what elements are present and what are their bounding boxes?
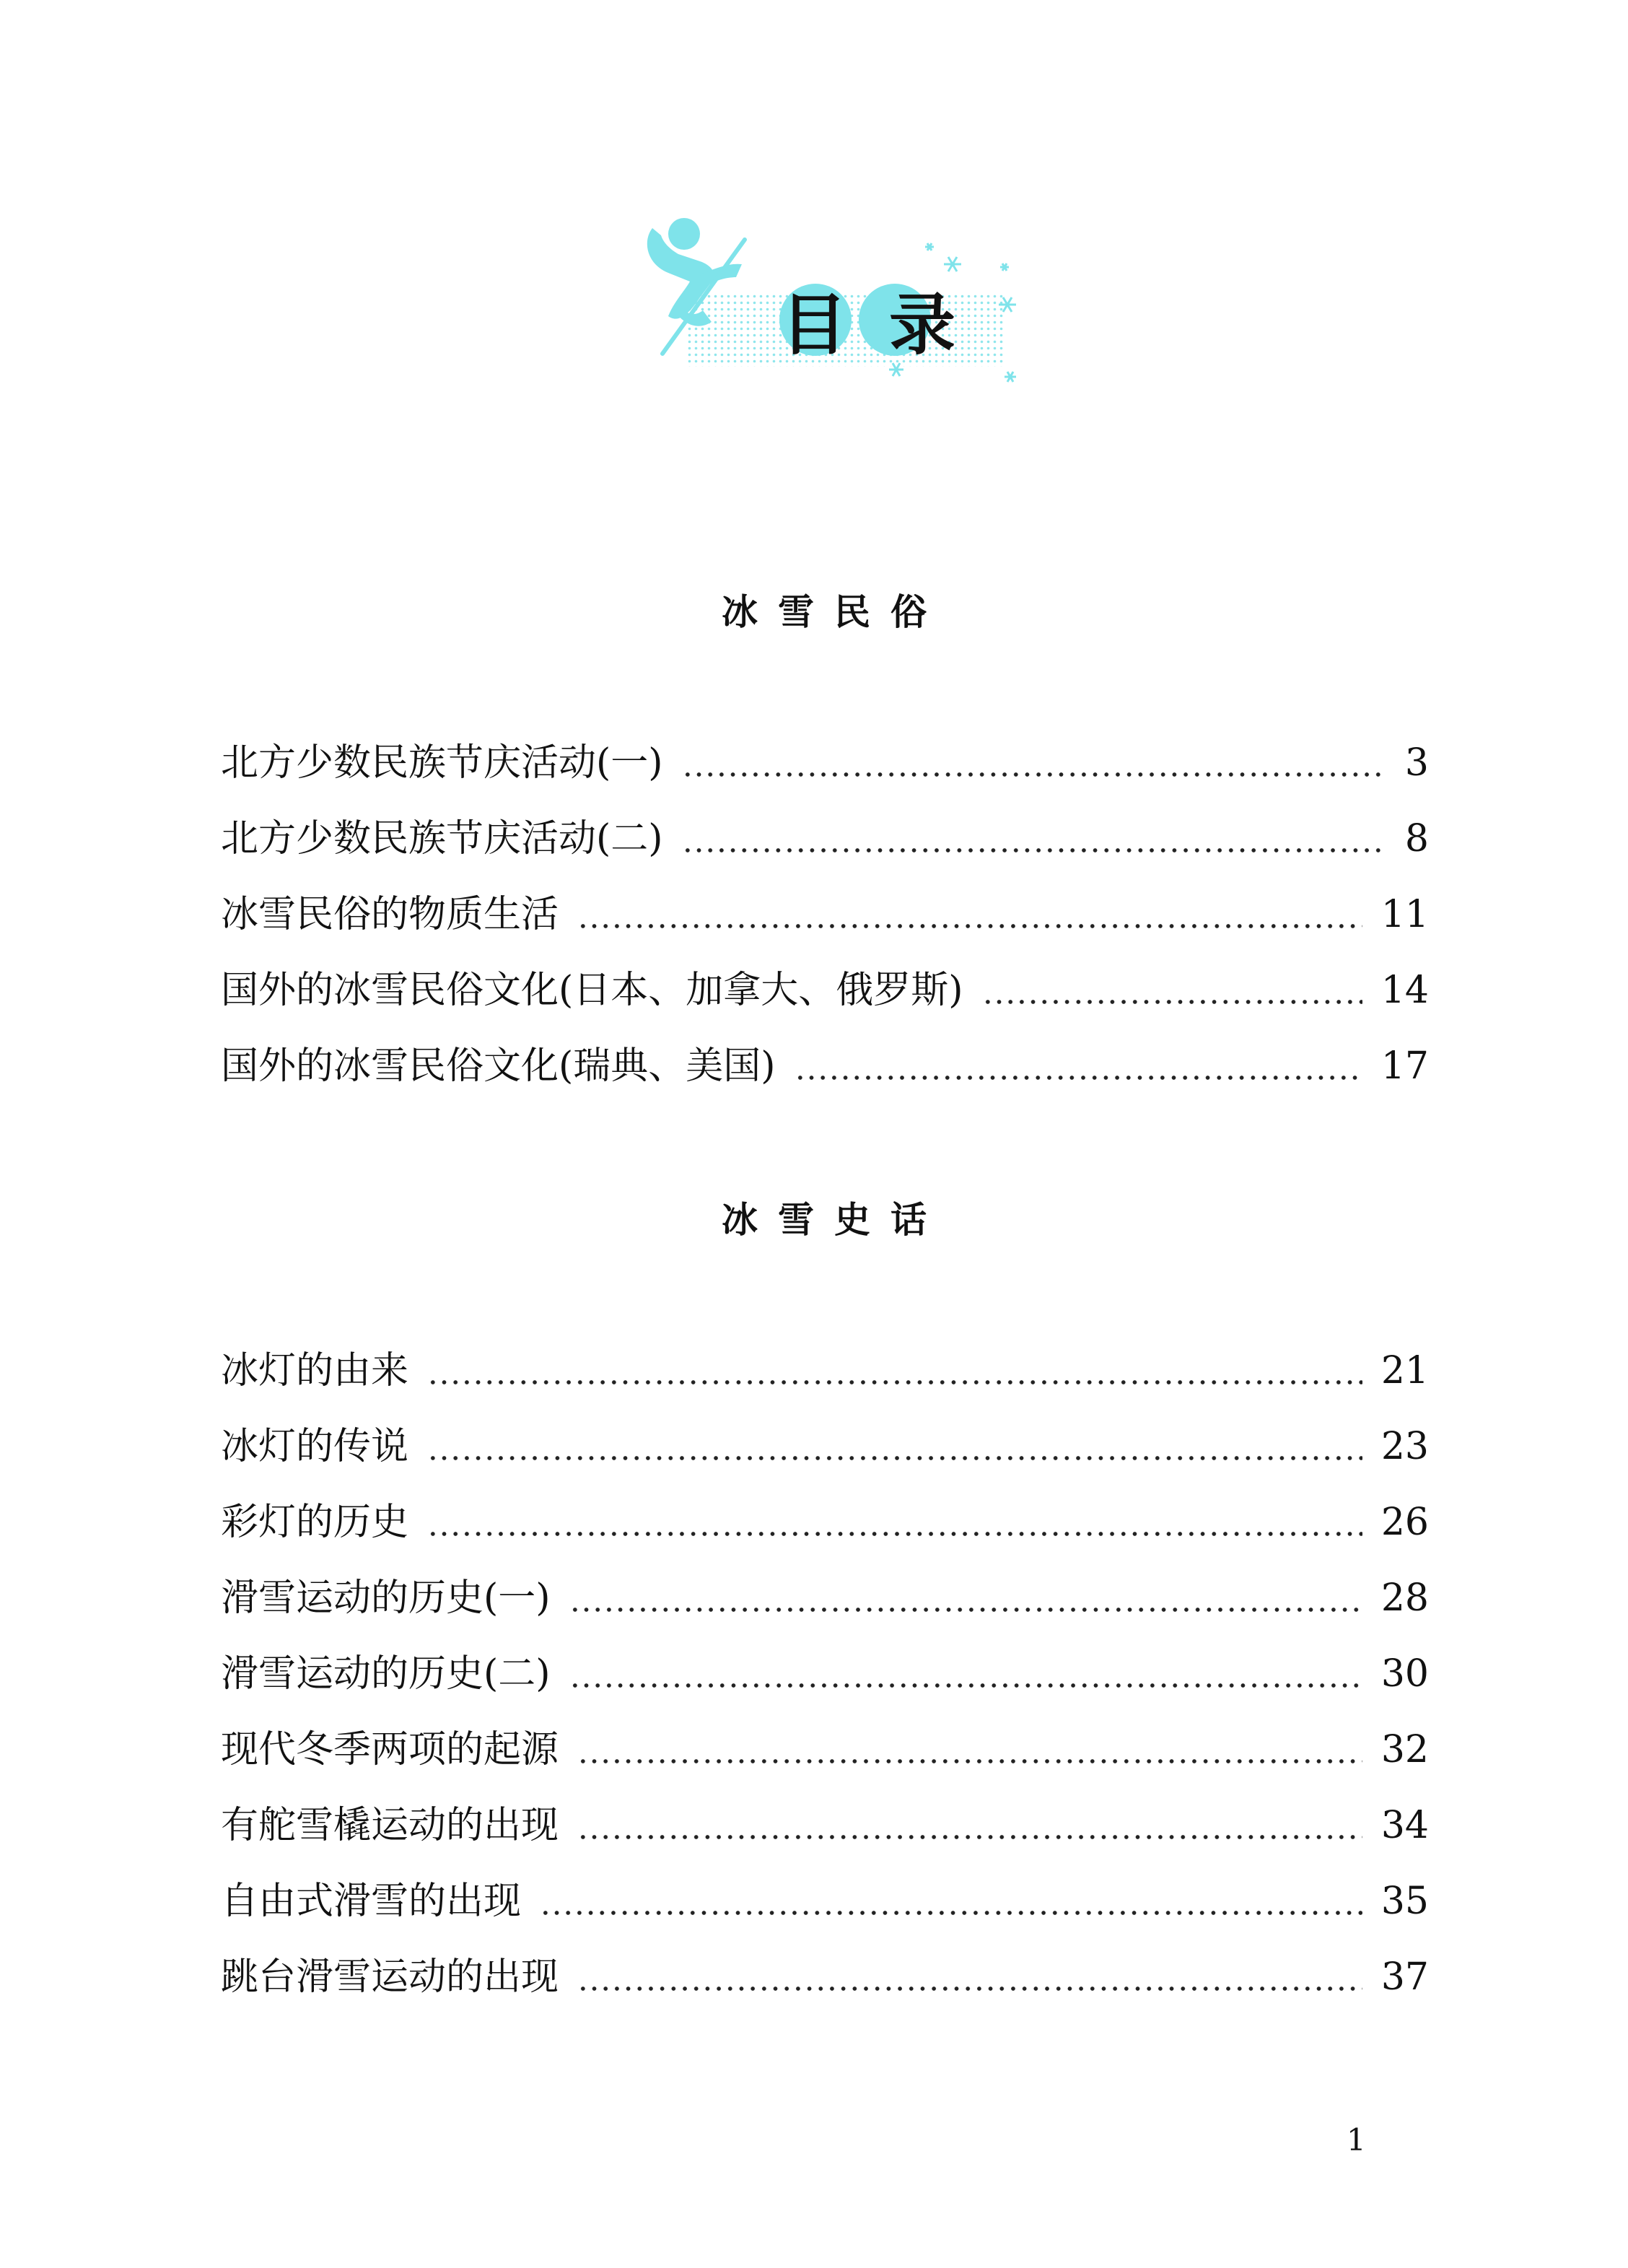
- toc-entry-page: 32: [1380, 1728, 1429, 1771]
- toc-entry-page: 14: [1380, 969, 1429, 1012]
- page-number: 1: [1347, 2122, 1366, 2158]
- toc-entry[interactable]: [221, 1719, 1429, 1794]
- title-char-2: 录: [888, 287, 958, 364]
- toc-entry[interactable]: [221, 884, 1429, 959]
- toc-entry-title: 滑雪运动的历史(二): [221, 1652, 551, 1696]
- toc-entry-page: 3: [1404, 741, 1429, 785]
- toc-entry-page: 21: [1380, 1349, 1429, 1392]
- toc-entry-page: 37: [1380, 1955, 1429, 1999]
- toc-entry-title: 自由式滑雪的出现: [221, 1880, 522, 1923]
- toc-entry-page: 26: [1380, 1501, 1429, 1544]
- dot-leader: [569, 1607, 1362, 1613]
- toc-entry-page: 35: [1380, 1880, 1429, 1923]
- toc-entry-title: 北方少数民族节庆活动(二): [221, 817, 663, 860]
- toc-entry[interactable]: [221, 1035, 1429, 1111]
- toc-entry-title: 有舵雪橇运动的出现: [221, 1804, 559, 1847]
- toc-entry[interactable]: [221, 959, 1429, 1035]
- toc-entry[interactable]: [221, 1643, 1429, 1719]
- dot-leader: [427, 1531, 1362, 1537]
- dot-leader: [682, 772, 1386, 777]
- dot-leader: [577, 923, 1362, 929]
- toc-entry[interactable]: [221, 1491, 1429, 1567]
- toc-entry-title: 冰灯的传说: [221, 1425, 409, 1468]
- dot-leader: [982, 999, 1362, 1005]
- toc-entry-title: 现代冬季两项的起源: [221, 1728, 559, 1771]
- toc-entry-title: 北方少数民族节庆活动(一): [221, 741, 663, 785]
- title-char-1: 目: [780, 287, 850, 364]
- page-title: [776, 276, 963, 363]
- toc-entry-page: 30: [1380, 1652, 1429, 1696]
- toc-entry[interactable]: [221, 1567, 1429, 1643]
- toc-entry-title: 冰灯的由来: [221, 1349, 409, 1392]
- toc-list-section-1: [221, 732, 1429, 1111]
- toc-entry-page: 23: [1380, 1425, 1429, 1468]
- toc-entry-title: 滑雪运动的历史(一): [221, 1576, 551, 1620]
- dot-leader: [577, 1834, 1362, 1840]
- section-heading-folk-customs: 冰雪民俗: [722, 591, 947, 633]
- toc-entry[interactable]: [221, 808, 1429, 884]
- toc-entry-page: 34: [1380, 1804, 1429, 1847]
- contents-header: [628, 202, 1032, 397]
- dot-leader: [682, 847, 1386, 853]
- toc-entry[interactable]: [221, 1340, 1429, 1416]
- toc-entry[interactable]: [221, 732, 1429, 808]
- toc-entry-title: 冰雪民俗的物质生活: [221, 893, 559, 936]
- dot-leader: [427, 1455, 1362, 1461]
- dot-leader: [795, 1075, 1362, 1081]
- toc-entry-page: 8: [1404, 817, 1429, 860]
- toc-entry-page: 28: [1380, 1576, 1429, 1620]
- toc-entry-page: 17: [1380, 1044, 1429, 1088]
- toc-entry-page: 11: [1380, 893, 1429, 936]
- toc-entry-title: 国外的冰雪民俗文化(日本、加拿大、俄罗斯): [221, 969, 963, 1012]
- toc-entry-title: 彩灯的历史: [221, 1501, 409, 1544]
- dot-leader: [569, 1683, 1362, 1688]
- toc-entry-title: 国外的冰雪民俗文化(瑞典、美国): [221, 1044, 776, 1088]
- dot-leader: [577, 1986, 1362, 1992]
- section-heading-history: 冰雪史话: [722, 1199, 947, 1241]
- toc-entry[interactable]: [221, 1946, 1429, 2022]
- toc-entry[interactable]: [221, 1870, 1429, 1946]
- toc-entry[interactable]: [221, 1794, 1429, 1870]
- dot-leader: [540, 1910, 1362, 1916]
- toc-entry[interactable]: [221, 1416, 1429, 1491]
- dot-leader: [577, 1758, 1362, 1764]
- toc-entry-title: 跳台滑雪运动的出现: [221, 1955, 559, 1999]
- dot-leader: [427, 1379, 1362, 1385]
- toc-list-section-2: [221, 1340, 1429, 2022]
